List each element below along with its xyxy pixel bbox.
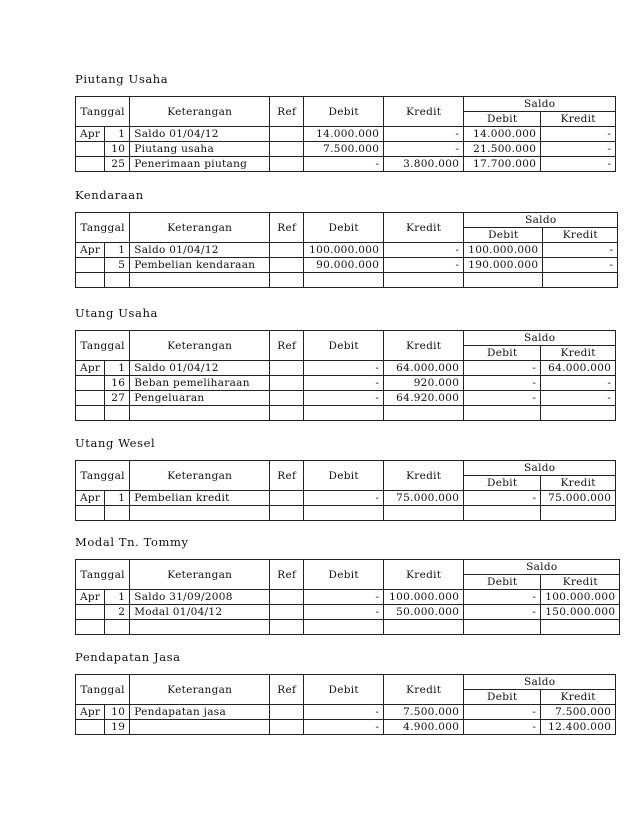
cell-month <box>76 720 105 735</box>
cell-keterangan: Modal 01/04/12 <box>130 605 270 620</box>
cell-day: 1 <box>105 243 130 258</box>
cell-kredit: 64.000.000 <box>384 361 464 376</box>
cell-month: Apr <box>76 243 105 258</box>
header-saldo-kredit: Kredit <box>541 575 620 590</box>
cell-ref <box>270 720 304 735</box>
header-debit: Debit <box>304 560 384 590</box>
cell-kredit <box>384 506 464 521</box>
cell-debit: - <box>304 391 384 406</box>
header-tanggal: Tanggal <box>76 675 130 705</box>
cell-kredit: 75.000.000 <box>384 491 464 506</box>
table-row <box>76 391 616 406</box>
header-saldo: Saldo <box>464 461 616 476</box>
cell-month <box>76 273 105 288</box>
cell-day: 10 <box>105 142 130 157</box>
header-tanggal: Tanggal <box>76 97 130 127</box>
cell-debit <box>304 506 384 521</box>
cell-kredit <box>384 406 464 421</box>
cell-month: Apr <box>76 705 105 720</box>
cell-saldo-debit: 14.000.000 <box>464 127 541 142</box>
cell-kredit <box>384 620 464 635</box>
cell-debit: - <box>304 376 384 391</box>
cell-month <box>76 391 105 406</box>
cell-ref <box>270 705 304 720</box>
cell-saldo-kredit: 150.000.000 <box>541 605 620 620</box>
table-row <box>76 258 618 273</box>
cell-day <box>105 506 130 521</box>
cell-ref <box>270 620 304 635</box>
cell-keterangan: Saldo 31/09/2008 <box>130 590 270 605</box>
ledger-table <box>75 330 616 421</box>
header-saldo: Saldo <box>464 331 616 346</box>
cell-month: Apr <box>76 361 105 376</box>
header-ref: Ref <box>270 213 304 243</box>
cell-saldo-debit: - <box>464 720 541 735</box>
cell-saldo-kredit: - <box>543 243 618 258</box>
cell-debit <box>304 620 384 635</box>
table-row <box>76 705 616 720</box>
table-row <box>76 127 616 142</box>
header-debit: Debit <box>304 97 384 127</box>
header-tanggal: Tanggal <box>76 461 130 491</box>
header-tanggal: Tanggal <box>76 560 130 590</box>
cell-saldo-debit: 21.500.000 <box>464 142 541 157</box>
cell-saldo-kredit: - <box>541 376 616 391</box>
cell-day: 1 <box>105 127 130 142</box>
header-saldo-kredit: Kredit <box>541 690 616 705</box>
table-row <box>76 361 616 376</box>
cell-ref <box>270 376 304 391</box>
ledger-table <box>75 460 616 521</box>
cell-saldo-debit: 190.000.000 <box>464 258 543 273</box>
cell-keterangan: Saldo 01/04/12 <box>130 127 270 142</box>
header-saldo-debit: Debit <box>464 476 541 491</box>
cell-saldo-debit: - <box>464 605 541 620</box>
header-ref: Ref <box>270 97 304 127</box>
cell-month <box>76 506 105 521</box>
cell-month <box>76 376 105 391</box>
cell-kredit: - <box>384 258 464 273</box>
ledger-title: Pendapatan Jasa <box>75 650 181 664</box>
cell-kredit: - <box>384 243 464 258</box>
cell-keterangan <box>130 720 270 735</box>
table-row <box>76 157 616 172</box>
header-keterangan: Keterangan <box>130 213 270 243</box>
ledger-table <box>75 559 620 635</box>
cell-day: 16 <box>105 376 130 391</box>
cell-debit: - <box>304 361 384 376</box>
header-debit: Debit <box>304 461 384 491</box>
header-saldo-debit: Debit <box>464 112 541 127</box>
cell-month <box>76 605 105 620</box>
header-kredit: Kredit <box>384 97 464 127</box>
ledger-table <box>75 96 616 172</box>
cell-saldo-kredit: 12.400.000 <box>541 720 616 735</box>
cell-day <box>105 273 130 288</box>
cell-ref <box>270 157 304 172</box>
cell-debit: - <box>304 720 384 735</box>
cell-saldo-kredit: - <box>541 157 616 172</box>
header-debit: Debit <box>304 675 384 705</box>
cell-saldo-debit <box>464 620 541 635</box>
header-keterangan: Keterangan <box>130 675 270 705</box>
cell-debit: - <box>304 590 384 605</box>
cell-keterangan: Pengeluaran <box>130 391 270 406</box>
cell-kredit: 3.800.000 <box>384 157 464 172</box>
header-saldo: Saldo <box>464 560 620 575</box>
cell-saldo-kredit: 100.000.000 <box>541 590 620 605</box>
header-saldo-kredit: Kredit <box>541 476 616 491</box>
cell-kredit: - <box>384 142 464 157</box>
cell-keterangan <box>130 406 270 421</box>
cell-saldo-debit: 17.700.000 <box>464 157 541 172</box>
cell-saldo-kredit: - <box>541 142 616 157</box>
ledger-title: Utang Wesel <box>75 436 156 450</box>
header-kredit: Kredit <box>384 331 464 361</box>
cell-saldo-kredit: - <box>541 391 616 406</box>
cell-month: Apr <box>76 590 105 605</box>
header-kredit: Kredit <box>384 560 464 590</box>
cell-month <box>76 258 105 273</box>
header-saldo-kredit: Kredit <box>543 228 618 243</box>
cell-ref <box>270 491 304 506</box>
cell-keterangan: Saldo 01/04/12 <box>130 243 270 258</box>
cell-keterangan: Pembelian kredit <box>130 491 270 506</box>
header-ref: Ref <box>270 331 304 361</box>
table-row <box>76 376 616 391</box>
cell-ref <box>270 127 304 142</box>
header-saldo-kredit: Kredit <box>541 112 616 127</box>
cell-kredit: 7.500.000 <box>384 705 464 720</box>
ledger-table <box>75 212 618 288</box>
cell-saldo-kredit <box>543 273 618 288</box>
cell-saldo-kredit <box>541 620 620 635</box>
cell-debit: 14.000.000 <box>304 127 384 142</box>
header-keterangan: Keterangan <box>130 97 270 127</box>
cell-kredit: 4.900.000 <box>384 720 464 735</box>
cell-saldo-debit <box>464 506 541 521</box>
header-kredit: Kredit <box>384 213 464 243</box>
cell-saldo-kredit: - <box>543 258 618 273</box>
cell-debit: 90.000.000 <box>304 258 384 273</box>
header-debit: Debit <box>304 331 384 361</box>
cell-debit <box>304 406 384 421</box>
cell-keterangan: Piutang usaha <box>130 142 270 157</box>
cell-saldo-debit <box>464 406 541 421</box>
header-ref: Ref <box>270 675 304 705</box>
cell-keterangan: Pendapatan jasa <box>130 705 270 720</box>
cell-saldo-kredit: - <box>541 127 616 142</box>
ledger-title: Kendaraan <box>75 188 144 202</box>
cell-kredit: 920.000 <box>384 376 464 391</box>
cell-debit: - <box>304 157 384 172</box>
cell-ref <box>270 506 304 521</box>
cell-ref <box>270 258 304 273</box>
header-tanggal: Tanggal <box>76 213 130 243</box>
header-saldo: Saldo <box>464 675 616 690</box>
cell-keterangan <box>130 273 270 288</box>
table-row <box>76 720 616 735</box>
table-row <box>76 605 620 620</box>
cell-saldo-debit: 100.000.000 <box>464 243 543 258</box>
cell-day: 1 <box>105 491 130 506</box>
cell-day: 5 <box>105 258 130 273</box>
cell-ref <box>270 361 304 376</box>
ledger-title: Piutang Usaha <box>75 72 169 86</box>
cell-saldo-kredit: 75.000.000 <box>541 491 616 506</box>
header-saldo-debit: Debit <box>464 690 541 705</box>
cell-debit: - <box>304 491 384 506</box>
header-saldo-kredit: Kredit <box>541 346 616 361</box>
cell-day: 1 <box>105 590 130 605</box>
table-row <box>76 506 616 521</box>
header-saldo: Saldo <box>464 213 618 228</box>
cell-keterangan: Penerimaan piutang <box>130 157 270 172</box>
cell-saldo-kredit <box>541 506 616 521</box>
ledger-title: Utang Usaha <box>75 306 158 320</box>
cell-kredit: - <box>384 127 464 142</box>
header-tanggal: Tanggal <box>76 331 130 361</box>
cell-saldo-kredit <box>541 406 616 421</box>
cell-month <box>76 142 105 157</box>
cell-kredit: 100.000.000 <box>384 590 464 605</box>
cell-ref <box>270 605 304 620</box>
cell-keterangan: Pembelian kendaraan <box>130 258 270 273</box>
table-row <box>76 491 616 506</box>
cell-keterangan: Saldo 01/04/12 <box>130 361 270 376</box>
header-kredit: Kredit <box>384 461 464 491</box>
cell-kredit: 64.920.000 <box>384 391 464 406</box>
header-keterangan: Keterangan <box>130 461 270 491</box>
cell-saldo-debit: - <box>464 376 541 391</box>
cell-saldo-debit <box>464 273 543 288</box>
cell-saldo-debit: - <box>464 705 541 720</box>
header-ref: Ref <box>270 560 304 590</box>
cell-ref <box>270 391 304 406</box>
cell-month: Apr <box>76 491 105 506</box>
cell-ref <box>270 406 304 421</box>
cell-day: 10 <box>105 705 130 720</box>
cell-saldo-debit: - <box>464 361 541 376</box>
cell-keterangan: Beban pemeliharaan <box>130 376 270 391</box>
header-keterangan: Keterangan <box>130 331 270 361</box>
cell-saldo-kredit: 7.500.000 <box>541 705 616 720</box>
table-row <box>76 142 616 157</box>
cell-saldo-debit: - <box>464 491 541 506</box>
cell-debit: 100.000.000 <box>304 243 384 258</box>
cell-keterangan <box>130 506 270 521</box>
table-row <box>76 273 618 288</box>
cell-day <box>105 406 130 421</box>
cell-keterangan <box>130 620 270 635</box>
ledger-title: Modal Tn. Tommy <box>75 535 189 549</box>
cell-day: 25 <box>105 157 130 172</box>
cell-ref <box>270 243 304 258</box>
table-row <box>76 590 620 605</box>
cell-debit: - <box>304 705 384 720</box>
cell-month <box>76 406 105 421</box>
cell-debit: 7.500.000 <box>304 142 384 157</box>
cell-month <box>76 157 105 172</box>
cell-month: Apr <box>76 127 105 142</box>
cell-debit <box>304 273 384 288</box>
header-saldo: Saldo <box>464 97 616 112</box>
header-kredit: Kredit <box>384 675 464 705</box>
header-saldo-debit: Debit <box>464 575 541 590</box>
table-row <box>76 406 616 421</box>
cell-saldo-debit: - <box>464 590 541 605</box>
cell-day: 2 <box>105 605 130 620</box>
cell-debit: - <box>304 605 384 620</box>
header-saldo-debit: Debit <box>464 228 543 243</box>
cell-saldo-debit: - <box>464 391 541 406</box>
cell-day <box>105 620 130 635</box>
cell-day: 1 <box>105 361 130 376</box>
header-keterangan: Keterangan <box>130 560 270 590</box>
ledger-table <box>75 674 616 735</box>
cell-ref <box>270 142 304 157</box>
cell-day: 27 <box>105 391 130 406</box>
cell-saldo-kredit: 64.000.000 <box>541 361 616 376</box>
header-saldo-debit: Debit <box>464 346 541 361</box>
cell-day: 19 <box>105 720 130 735</box>
header-debit: Debit <box>304 213 384 243</box>
cell-month <box>76 620 105 635</box>
cell-kredit: 50.000.000 <box>384 605 464 620</box>
header-ref: Ref <box>270 461 304 491</box>
cell-ref <box>270 273 304 288</box>
table-row <box>76 620 620 635</box>
table-row <box>76 243 618 258</box>
cell-kredit <box>384 273 464 288</box>
cell-ref <box>270 590 304 605</box>
